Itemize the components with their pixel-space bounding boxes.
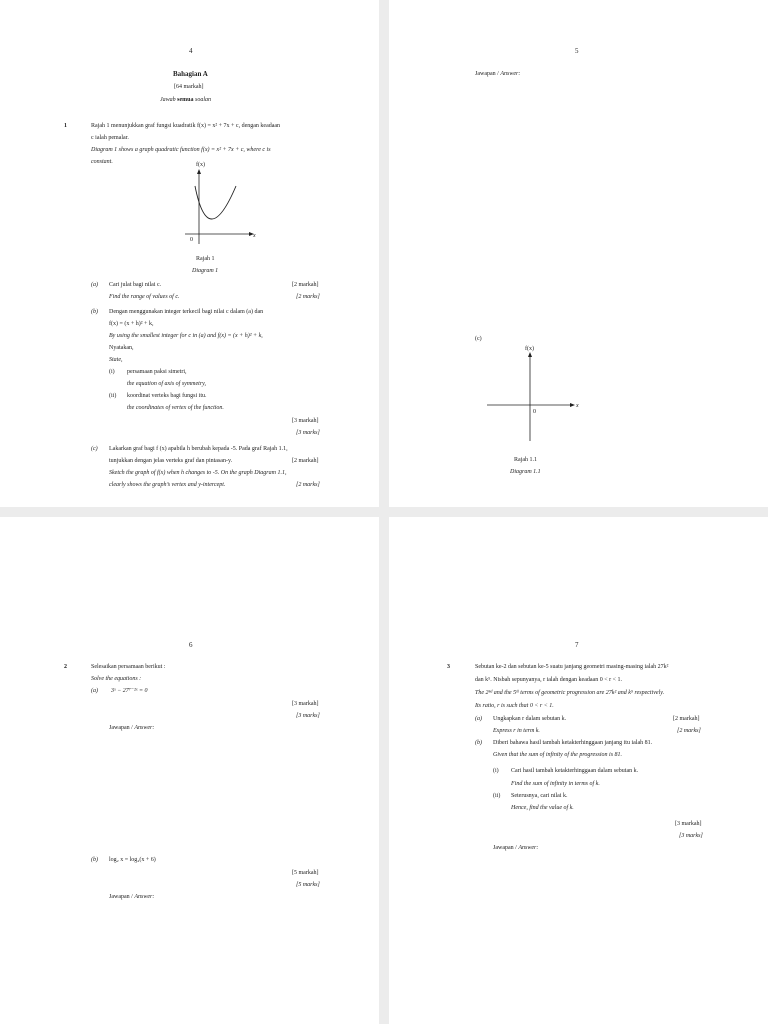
diagram-caption-english: Diagram 1.1	[510, 469, 541, 475]
y-axis-label: f(x)	[196, 162, 205, 168]
part-a-malay: Cari julat bagi nilai c.	[109, 282, 162, 288]
part-b-marks-english: [3 marks]	[679, 833, 703, 839]
page-number: 4	[189, 47, 193, 55]
question-text-malay-1: Rajah 1 menunjukkan graf fungsi kuadratik f(x) = x² + 7x + c, dengan keadaan	[91, 123, 281, 129]
answer-label-b: Jawapan / Answer:	[109, 894, 155, 900]
part-c-label: (c)	[91, 446, 98, 452]
sub-ii-label: (ii)	[109, 393, 117, 399]
part-c-marks-english: [2 marks]	[296, 482, 320, 488]
state-malay: Nyatakan,	[109, 345, 134, 351]
part-a-english: Find the range of values of c.	[109, 294, 180, 300]
y-axis-arrow	[197, 169, 201, 174]
part-b-marks-malay: [3 markah]	[292, 418, 319, 424]
page-4	[0, 0, 379, 507]
page-6	[0, 517, 379, 1024]
sub-i-malay: Cari hasil tambah ketakterhinggaan dalam sebutan k.	[511, 768, 639, 774]
question-text-english-1: Diagram 1 shows a graph quadratic function f(x) = x² + 7x + c, where c is	[91, 147, 271, 153]
part-c-marks-malay: [2 markah]	[292, 458, 319, 464]
part-b-malay: Diberi bahawa hasil tambah ketakterhinggaan janjang itu ialah 81.	[493, 740, 653, 746]
question-text-english-1: The 2ⁿᵈ and the 5ᵗʰ terms of geometric progression are 27k² and k⁵ respectively.	[475, 690, 665, 696]
y-axis-arrow	[528, 352, 532, 357]
part-a-english: Express r in term k.	[493, 728, 540, 734]
quadratic-curve	[195, 186, 236, 219]
part-a-label: (a)	[475, 716, 482, 722]
y-axis-label: f(x)	[525, 346, 534, 352]
origin-label: 0	[190, 237, 193, 243]
page-number: 5	[575, 47, 579, 55]
page-number: 7	[575, 641, 579, 649]
question-text-english-2: Its ratio, r is such that 0 < r < 1.	[475, 703, 554, 709]
part-a-marks-malay: [2 markah]	[292, 282, 319, 288]
part-b-marks-malay: [5 markah]	[292, 870, 319, 876]
part-c-english-2: clearly shows the graph’s vertex and y-intercept.	[109, 482, 226, 488]
x-axis-arrow	[570, 403, 575, 407]
question-text-malay: Selesaikan persamaan berikut :	[91, 664, 166, 670]
sub-i-label: (i)	[109, 369, 115, 375]
part-a-malay: Ungkapkan r dalam sebutan k.	[493, 716, 567, 722]
question-text-malay-2: c ialah pemalar.	[91, 135, 129, 141]
diagram-caption-malay: Rajah 1	[196, 256, 215, 262]
question-number: 3	[447, 664, 450, 670]
question-text-english-2: constant.	[91, 159, 113, 165]
part-b-label: (b)	[91, 857, 98, 863]
page-7	[389, 517, 768, 1024]
answer-label: Jawapan / Answer:	[475, 71, 521, 77]
question-text-malay-1: Sebutan ke-2 dan sebutan ke-5 suatu janjang geometri masing-masing ialah 27k²	[475, 664, 669, 670]
answer-label-a: Jawapan / Answer:	[109, 725, 155, 731]
part-a-marks-english: [2 marks]	[677, 728, 701, 734]
part-b-marks-english: [5 marks]	[296, 882, 320, 888]
sub-ii-malay: koordinat verteks bagi fungsi itu.	[127, 393, 207, 399]
part-c-malay-2: tunjukkan dengan jelas verteks graf dan pintasan-y.	[109, 458, 233, 464]
diagram-caption-malay: Rajah 1.1	[514, 457, 537, 463]
question-text-malay-2: dan k⁵. Nisbah sepunyanya, r ialah dengan keadaan 0 < r < 1.	[475, 677, 622, 683]
x-axis-label: x	[576, 403, 579, 409]
answer-label: Jawapan / Answer:	[493, 845, 539, 851]
section-title: Bahagian A	[173, 70, 208, 78]
part-a-label: (a)	[91, 688, 98, 694]
diagram-caption-english: Diagram 1	[192, 268, 219, 274]
state-english: State,	[109, 357, 123, 363]
sub-ii-english: Hence, find the value of k.	[511, 805, 574, 811]
page-5	[389, 0, 768, 507]
part-b-equation: log₂ x = log₄(x + 6)	[109, 857, 156, 863]
origin-label: 0	[533, 409, 536, 415]
part-b-malay-1: Dengan menggunakan integer terkecil bagi nilai c dalam (a) dan	[109, 309, 264, 315]
part-c-malay-1: Lakarkan graf bagi f (x) apabila h berubah kepada -5. Pada graf Rajah 1.1,	[109, 446, 288, 452]
x-axis-label: x	[253, 233, 256, 239]
part-c-label: (c)	[475, 336, 482, 342]
sub-ii-label: (ii)	[493, 793, 501, 799]
part-b-marks-english: [3 marks]	[296, 430, 320, 436]
sub-i-label: (i)	[493, 768, 499, 774]
part-a-marks-english: [2 marks]	[296, 294, 320, 300]
section-instruction: Jawab semua soalan	[160, 97, 212, 103]
section-marks: [64 markah]	[174, 84, 204, 90]
question-number: 2	[64, 664, 67, 670]
part-b-english: By using the smallest integer for c in (a) and f(x) = (x + h)² + k,	[109, 333, 263, 339]
part-b-malay-2: f(x) = (x + h)² + k,	[109, 321, 154, 327]
sub-ii-english: the coordinates of vertex of the function.	[127, 405, 224, 411]
diagram-1-1-blank-graph	[484, 343, 584, 443]
sub-ii-malay: Seterusnya, cari nilai k.	[511, 793, 568, 799]
part-a-marks-malay: [2 markah]	[673, 716, 700, 722]
part-a-label: (a)	[91, 282, 98, 288]
question-number: 1	[64, 123, 67, 129]
sub-i-english: Find the sum of infinity in terms of k.	[511, 781, 600, 787]
part-a-marks-malay: [3 markah]	[292, 701, 319, 707]
sub-i-malay: persamaan paksi simetri,	[127, 369, 187, 375]
diagram-1-graph	[175, 160, 265, 250]
part-b-label: (b)	[475, 740, 482, 746]
page-number: 6	[189, 641, 193, 649]
part-c-english-1: Sketch the graph of f(x) when h changes to -5. On the graph Diagram 1.1,	[109, 470, 287, 476]
part-b-label: (b)	[91, 309, 98, 315]
part-b-marks-malay: [3 markah]	[675, 821, 702, 827]
question-text-english: Solve the equations :	[91, 676, 142, 682]
part-b-english: Given that the sum of infinity of the progression is 81.	[493, 752, 623, 758]
part-a-marks-english: [3 marks]	[296, 713, 320, 719]
part-a-equation: 3ˣ − 27⁷⁻²ˣ = 0	[111, 688, 148, 694]
sub-i-english: the equation of axis of symmetry,	[127, 381, 206, 387]
